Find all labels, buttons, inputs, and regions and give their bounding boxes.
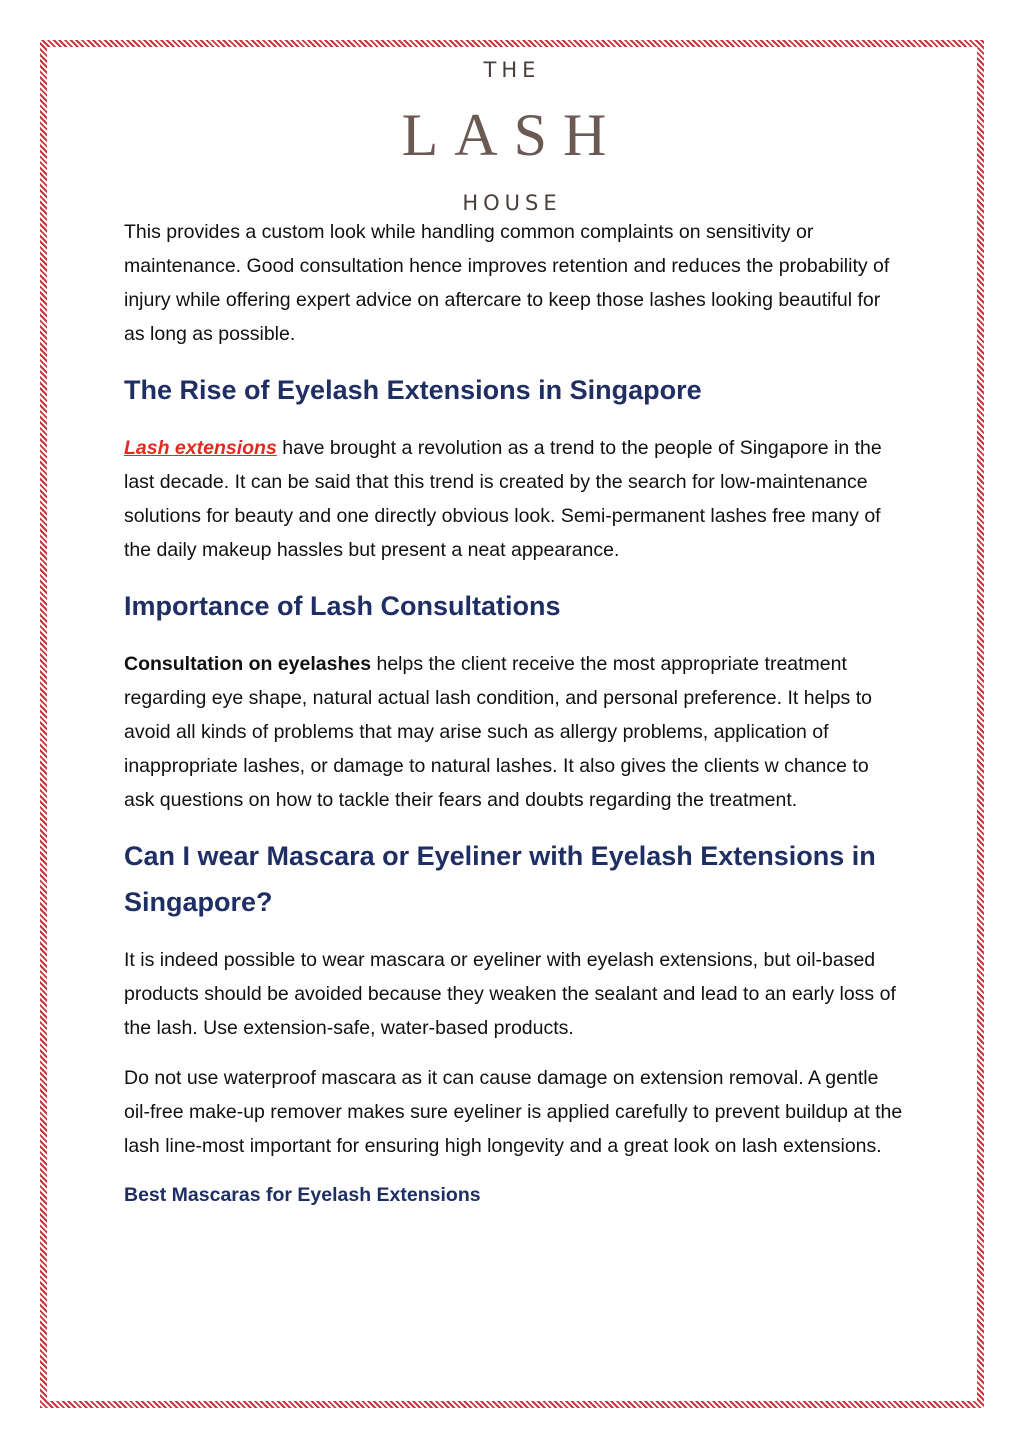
consultation-paragraph-text: helps the client receive the most appropriate treatment regarding eye shape, natural actual lash condition, and personal preference. It helps to avoid all kinds of problems that may arise such as allergy problems, application of inappropriate lashes, or damage to natural lashes. It also gives the clients w chance to ask questions on how to tackle their fears and doubts regarding the treatment. bbox=[124, 653, 872, 811]
mascara-paragraph-1: It is indeed possible to wear mascara or eyeliner with eyelash extensions, but oil-based products should be avoided because they weaken the sealant and lead to an early loss of the lash. Use extension-safe, water-based products. bbox=[124, 949, 896, 1039]
rise-paragraph-text: have brought a revolution as a trend to the people of Singapore in the last decade. It can be said that this trend is created by the search for low-maintenance solutions for beauty and one directly obvious look. Semi-permanent lashes free many of the daily makeup hassles but present a neat appearance. bbox=[124, 437, 882, 561]
logo-the: THE bbox=[483, 58, 541, 82]
lash-house-logo bbox=[372, 55, 652, 220]
intro-paragraph: This provides a custom look while handling common complaints on sensitivity or maintenance. Good consultation hence improves retention and reduces the probability of injury while offering expert advice on aftercare to keep those lashes looking beautiful for as long as possible. bbox=[124, 221, 890, 345]
subheading-best-mascaras: Best Mascaras for Eyelash Extensions bbox=[124, 1184, 481, 1206]
document-content bbox=[124, 215, 904, 1211]
mascara-paragraph-2: Do not use waterproof mascara as it can cause damage on extension removal. A gentle oil-free make-up remover makes sure eyeliner is applied carefully to prevent buildup at the lash line-most important for ensuring high longevity and a great look on lash extensions. bbox=[124, 1067, 903, 1157]
logo-house: HOUSE bbox=[462, 191, 562, 215]
heading-rise-of-extensions: The Rise of Eyelash Extensions in Singapore bbox=[124, 375, 702, 405]
consultation-bold-text: Consultation on eyelashes bbox=[124, 653, 372, 675]
rise-paragraph bbox=[124, 431, 904, 567]
heading-mascara-eyeliner: Can I wear Mascara or Eyeliner with Eyelash Extensions in Singapore? bbox=[124, 841, 876, 917]
heading-lash-consultations: Importance of Lash Consultations bbox=[124, 591, 561, 621]
consultation-paragraph bbox=[124, 647, 904, 817]
lash-extensions-link[interactable]: Lash extensions bbox=[124, 437, 277, 459]
logo-lash: LASH bbox=[401, 102, 623, 168]
